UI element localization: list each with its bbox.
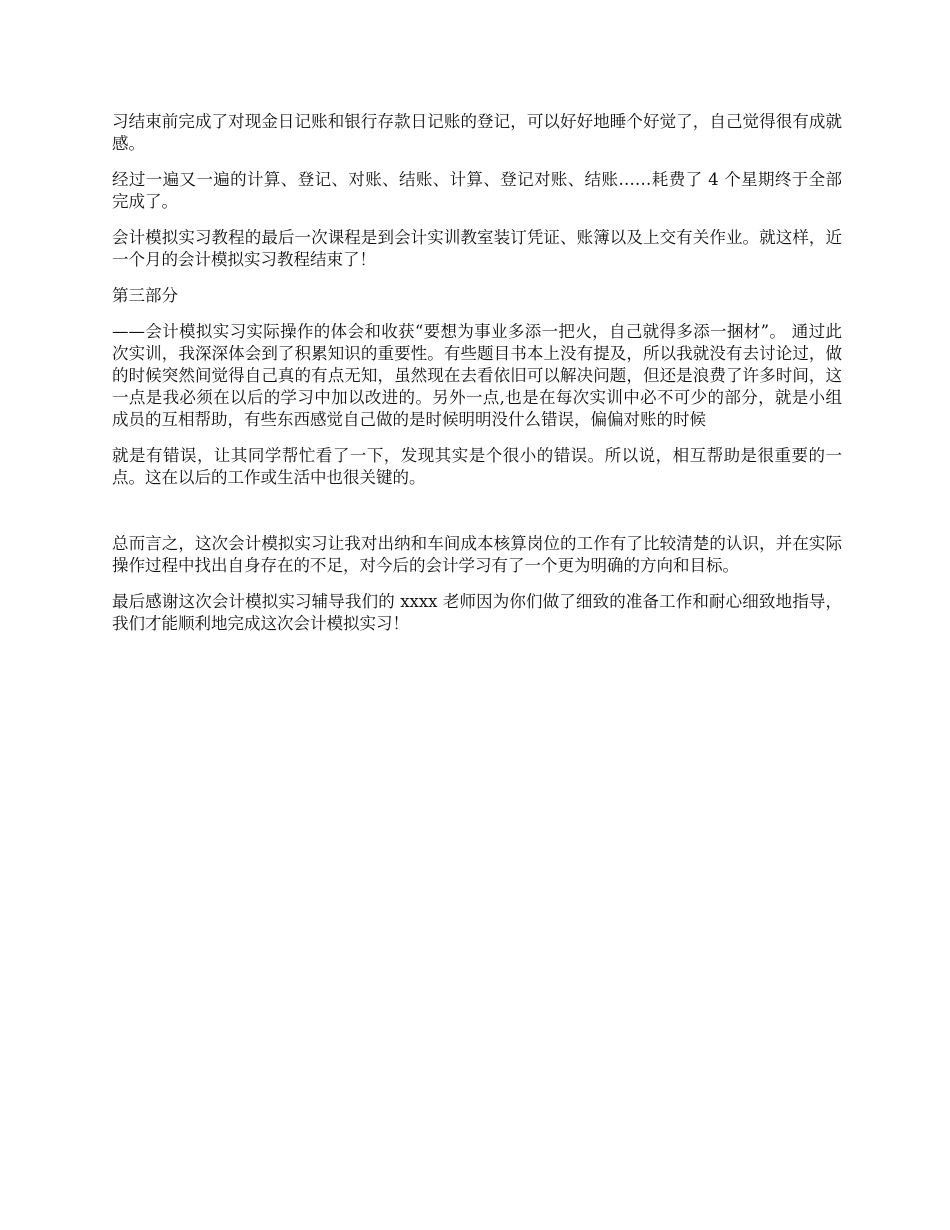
paragraph-4: ——会计模拟实习实际操作的体会和收获“要想为事业多添一把火，自己就得多添一捆材”。 通过此次实训，我深深体会到了积累知识的重要性。有些题目书本上没有提及，所以我就没有去讨论过，做的时候突然间觉得自己真的有点无知，虽然现在去看依旧可以解决问题，但还是浪费了许多时间，这一点是我必须在以后的学习中加以改进的。另外一点,也是在每次实训中必不可少的部分，就是小组成员的互相帮助，有些东西感觉自己做的是时候明明没什么错误，偏偏对账的时候 xyxy=(112,322,842,429)
section-heading: 第三部分 xyxy=(112,286,178,305)
paragraph-2: 经过一遍又一遍的计算、登记、对账、结账、计算、登记对账、结账……耗费了 4 个星期终于全部完成了。 xyxy=(112,170,842,211)
paragraph-6: 总而言之，这次会计模拟实习让我对出纳和车间成本核算岗位的工作有了比较清楚的认识，并在实际操作过程中找出自身存在的不足，对今后的会计学习有了一个更为明确的方向和目标。 xyxy=(112,534,842,575)
paragraph-5: 就是有错误，让其同学帮忙看了一下，发现其实是个很小的错误。所以说，相互帮助是很重要的一点。这在以后的工作或生活中也很关键的。 xyxy=(112,446,842,487)
document-page xyxy=(112,111,842,649)
blank-gap xyxy=(112,503,842,533)
paragraph-1: 习结束前完成了对现金日记账和银行存款日记账的登记，可以好好地睡个好觉了，自己觉得很有成就感。 xyxy=(112,112,842,153)
paragraph-3: 会计模拟实习教程的最后一次课程是到会计实训教室装订凭证、账簿以及上交有关作业。就这样，近一个月的会计模拟实习教程结束了！ xyxy=(112,228,842,269)
paragraph-7: 最后感谢这次会计模拟实习辅导我们的 xxxx 老师因为你们做了细致的准备工作和耐心细致地指导，我们才能顺利地完成这次会计模拟实习！ xyxy=(112,592,842,633)
